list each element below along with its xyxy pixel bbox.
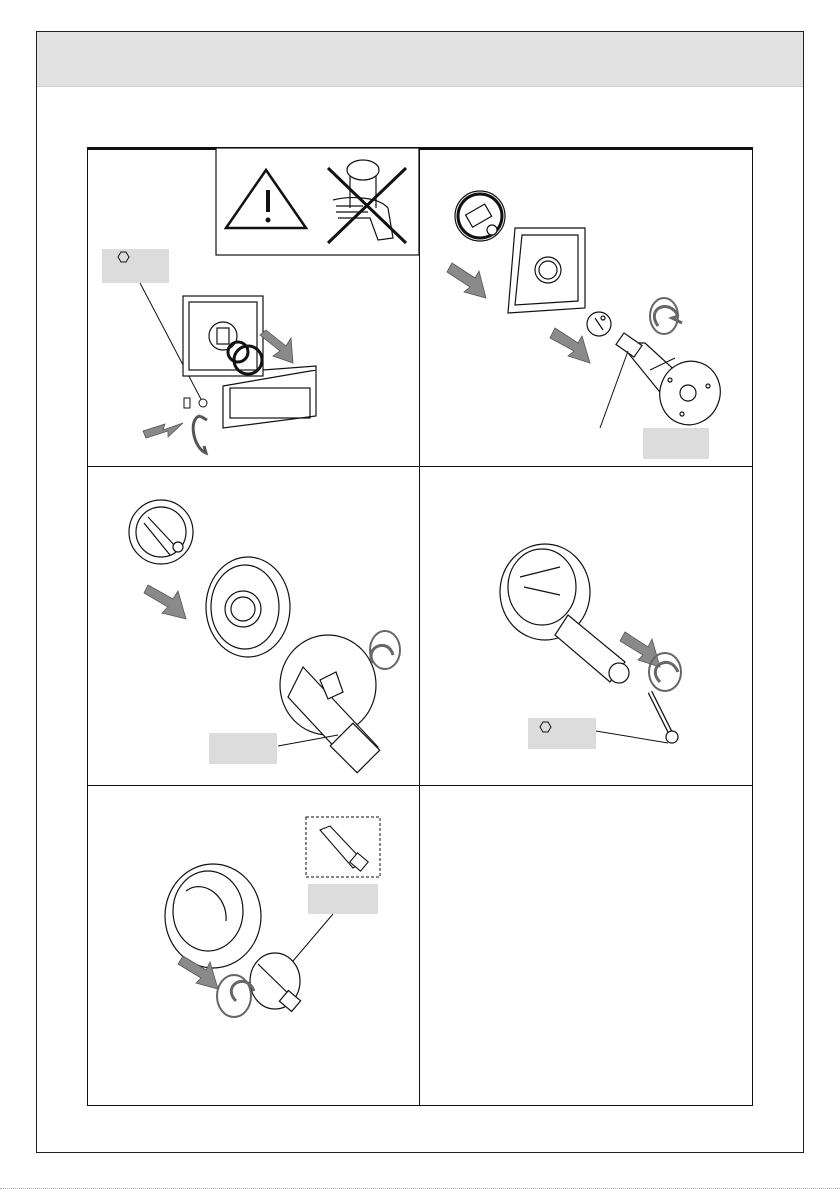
panel-step-3: [88, 467, 419, 785]
step-2-illustration: [420, 148, 754, 466]
direction-arrow-icon: [144, 585, 186, 619]
panel-step-1: [88, 148, 419, 466]
direction-arrow-icon: [620, 632, 660, 667]
pull-arrow-icon: [143, 423, 183, 438]
bottom-dotted-rule: [0, 1188, 840, 1191]
hex-key-label: [528, 718, 596, 749]
instruction-grid: [87, 147, 753, 1106]
rotate-icon: [193, 416, 207, 453]
extension-cylinder: [616, 333, 729, 433]
rotate-icon: [655, 662, 678, 682]
part-label: [308, 884, 378, 914]
hex-key-label: [102, 249, 169, 283]
direction-arrow-icon: [447, 263, 486, 298]
faceplate: [183, 296, 263, 376]
rotate-icon: [371, 645, 393, 663]
part-label: [643, 428, 709, 459]
screw-cap: [184, 398, 190, 408]
spindle-screw: [666, 731, 678, 743]
panel-step-2: [420, 148, 754, 466]
direction-arrow-icon: [260, 330, 293, 363]
step-3-illustration: [88, 467, 419, 785]
header-band: [37, 32, 803, 87]
panel-step-4: [420, 467, 754, 785]
panel-step-6-empty: [420, 786, 754, 1105]
valve-body: [165, 864, 261, 968]
part-label: [209, 733, 277, 764]
step-5-illustration: [88, 786, 419, 1105]
valve-body: [129, 500, 193, 564]
direction-arrow-icon-2: [550, 328, 590, 363]
step-1-illustration: [88, 148, 419, 466]
step-4-illustration: [420, 467, 754, 785]
panel-step-5: [88, 786, 419, 1105]
